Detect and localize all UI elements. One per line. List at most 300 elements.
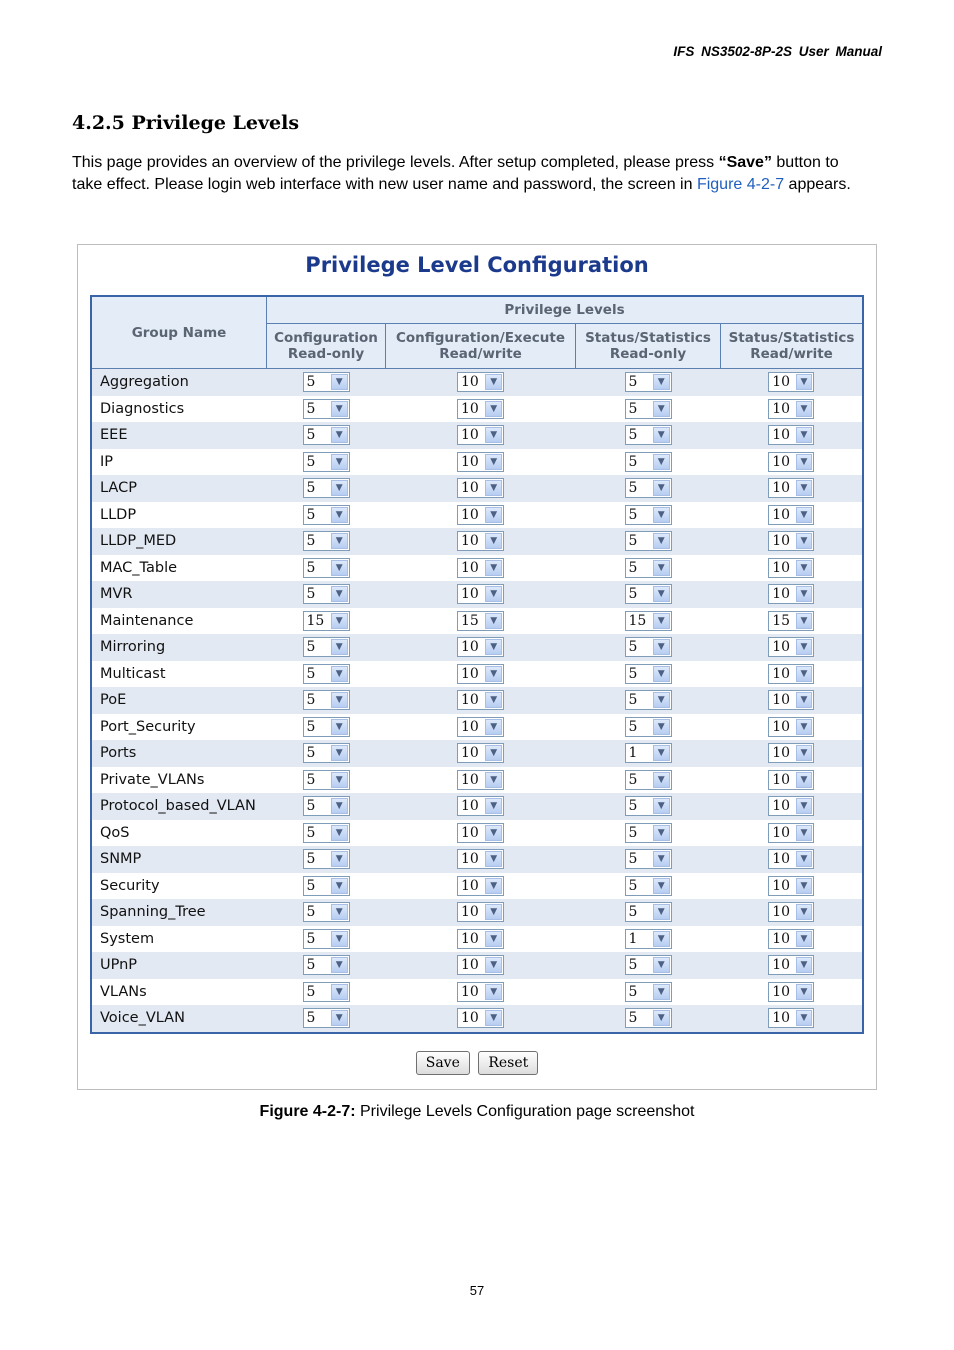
chevron-down-icon[interactable]: ▼ (485, 613, 502, 629)
privilege-level-value: 5 (306, 824, 316, 841)
level-cell (721, 714, 864, 741)
privilege-level-select[interactable] (768, 876, 814, 896)
privilege-level-select[interactable] (625, 505, 672, 525)
config-title: Privilege Level Configuration (305, 253, 649, 277)
chevron-down-icon[interactable]: ▼ (331, 666, 348, 682)
privilege-level-select[interactable] (457, 902, 504, 922)
screenshot-frame (77, 244, 877, 1090)
privilege-level-select[interactable] (303, 664, 350, 684)
level-cell (576, 687, 721, 714)
chevron-down-icon[interactable]: ▼ (796, 401, 813, 417)
privilege-level-value: 5 (306, 745, 316, 762)
privilege-level-select[interactable] (457, 955, 504, 975)
chevron-down-icon[interactable]: ▼ (331, 560, 348, 576)
chevron-down-icon[interactable]: ▼ (796, 1010, 813, 1026)
privilege-level-select[interactable] (457, 823, 504, 843)
chevron-down-icon[interactable]: ▼ (331, 427, 348, 443)
chevron-down-icon[interactable]: ▼ (796, 666, 813, 682)
level-cell (721, 581, 864, 608)
group-name-cell: Maintenance (91, 608, 267, 635)
chevron-down-icon[interactable]: ▼ (653, 480, 670, 496)
privilege-level-select[interactable] (303, 1008, 350, 1028)
group-name-cell: QoS (91, 820, 267, 847)
figure-caption-label: Figure 4-2-7: (259, 1103, 356, 1120)
privilege-level-select[interactable] (768, 690, 814, 710)
privilege-level-select[interactable] (457, 637, 504, 657)
level-cell (576, 369, 721, 396)
privilege-level-value: 15 (628, 612, 647, 629)
chevron-down-icon[interactable]: ▼ (796, 692, 813, 708)
privilege-level-value: 5 (628, 1010, 638, 1027)
chevron-down-icon[interactable]: ▼ (796, 507, 813, 523)
privilege-level-select[interactable] (625, 876, 672, 896)
level-cell (386, 687, 576, 714)
privilege-level-value: 10 (772, 824, 791, 841)
chevron-down-icon[interactable]: ▼ (331, 825, 348, 841)
privilege-level-select[interactable] (303, 823, 350, 843)
privilege-level-select[interactable] (625, 690, 672, 710)
privilege-level-value: 5 (306, 771, 316, 788)
chevron-down-icon[interactable]: ▼ (485, 984, 502, 1000)
chevron-down-icon[interactable]: ▼ (331, 586, 348, 602)
privilege-level-select[interactable] (303, 770, 350, 790)
privilege-level-select[interactable] (625, 929, 672, 949)
chevron-down-icon[interactable]: ▼ (653, 427, 670, 443)
privilege-level-select[interactable] (303, 796, 350, 816)
chevron-down-icon[interactable]: ▼ (485, 639, 502, 655)
chevron-down-icon[interactable]: ▼ (796, 454, 813, 470)
privilege-level-select[interactable] (457, 770, 504, 790)
chevron-down-icon[interactable]: ▼ (796, 878, 813, 894)
privilege-level-value: 5 (306, 851, 316, 868)
level-cell (576, 926, 721, 953)
privilege-level-value: 5 (628, 824, 638, 841)
privilege-level-select[interactable] (457, 929, 504, 949)
privilege-level-select[interactable] (625, 823, 672, 843)
privilege-level-select[interactable] (457, 531, 504, 551)
privilege-level-value: 5 (628, 798, 638, 815)
chevron-down-icon[interactable]: ▼ (653, 560, 670, 576)
chevron-down-icon[interactable]: ▼ (796, 480, 813, 496)
privilege-level-select[interactable] (303, 849, 350, 869)
chevron-down-icon[interactable]: ▼ (653, 586, 670, 602)
privilege-level-select[interactable] (625, 399, 672, 419)
privilege-level-select[interactable] (768, 611, 814, 631)
chevron-down-icon[interactable]: ▼ (653, 957, 670, 973)
chevron-down-icon[interactable]: ▼ (485, 692, 502, 708)
privilege-level-select[interactable] (457, 452, 504, 472)
chevron-down-icon[interactable]: ▼ (331, 401, 348, 417)
chevron-down-icon[interactable]: ▼ (653, 454, 670, 470)
privilege-level-select[interactable] (457, 690, 504, 710)
chevron-down-icon[interactable]: ▼ (485, 1010, 502, 1026)
privilege-level-select[interactable] (303, 531, 350, 551)
chevron-down-icon[interactable]: ▼ (653, 719, 670, 735)
level-cell (386, 528, 576, 555)
privilege-level-select[interactable] (303, 743, 350, 763)
privilege-level-select[interactable] (768, 955, 814, 975)
privilege-level-select[interactable] (303, 584, 350, 604)
privilege-level-select[interactable] (303, 452, 350, 472)
privilege-level-select[interactable] (457, 876, 504, 896)
chevron-down-icon[interactable]: ▼ (653, 533, 670, 549)
privilege-level-select[interactable] (457, 372, 504, 392)
chevron-down-icon[interactable]: ▼ (331, 692, 348, 708)
privilege-level-select[interactable] (303, 929, 350, 949)
privilege-level-value: 5 (628, 453, 638, 470)
chevron-down-icon[interactable]: ▼ (653, 613, 670, 629)
privilege-level-select[interactable] (625, 478, 672, 498)
privilege-level-value: 10 (772, 692, 791, 709)
group-name-cell: PoE (91, 687, 267, 714)
privilege-level-select[interactable] (625, 664, 672, 684)
chevron-down-icon[interactable]: ▼ (331, 507, 348, 523)
privilege-level-select[interactable] (303, 425, 350, 445)
chevron-down-icon[interactable]: ▼ (485, 374, 502, 390)
chevron-down-icon[interactable]: ▼ (485, 825, 502, 841)
privilege-level-value: 10 (461, 983, 479, 1000)
chevron-down-icon[interactable]: ▼ (653, 374, 670, 390)
chevron-down-icon[interactable]: ▼ (331, 851, 348, 867)
chevron-down-icon[interactable]: ▼ (331, 613, 348, 629)
chevron-down-icon[interactable]: ▼ (331, 878, 348, 894)
privilege-level-select[interactable] (625, 902, 672, 922)
chevron-down-icon[interactable]: ▼ (653, 851, 670, 867)
privilege-level-value: 5 (306, 957, 316, 974)
level-cell (576, 1005, 721, 1033)
privilege-level-select[interactable] (303, 372, 350, 392)
chevron-down-icon[interactable]: ▼ (331, 374, 348, 390)
level-cell (267, 714, 386, 741)
privilege-level-select[interactable] (457, 399, 504, 419)
chevron-down-icon[interactable]: ▼ (653, 1010, 670, 1026)
level-cell (267, 608, 386, 635)
figure-link[interactable]: Figure 4-2-7 (696, 176, 785, 193)
privilege-level-select[interactable] (768, 796, 814, 816)
privilege-level-select[interactable] (768, 849, 814, 869)
privilege-level-select[interactable] (768, 558, 814, 578)
chevron-down-icon[interactable]: ▼ (796, 533, 813, 549)
chevron-down-icon[interactable]: ▼ (331, 957, 348, 973)
privilege-level-select[interactable] (625, 982, 672, 1002)
group-name-cell: SNMP (91, 846, 267, 873)
privilege-level-select[interactable] (768, 902, 814, 922)
privilege-level-select[interactable] (303, 902, 350, 922)
privilege-level-value: 10 (461, 771, 479, 788)
privilege-level-select[interactable] (303, 558, 350, 578)
chevron-down-icon[interactable]: ▼ (485, 454, 502, 470)
level-cell (576, 449, 721, 476)
privilege-level-select[interactable] (768, 531, 814, 551)
group-name-cell: Port_Security (91, 714, 267, 741)
privilege-level-select[interactable] (625, 955, 672, 975)
level-cell (267, 899, 386, 926)
chevron-down-icon[interactable]: ▼ (796, 560, 813, 576)
level-cell (721, 767, 864, 794)
chevron-down-icon[interactable]: ▼ (331, 719, 348, 735)
privilege-level-select[interactable] (768, 478, 814, 498)
chevron-down-icon[interactable]: ▼ (331, 1010, 348, 1026)
chevron-down-icon[interactable]: ▼ (331, 904, 348, 920)
level-cell (386, 820, 576, 847)
level-cell (267, 449, 386, 476)
privilege-level-select[interactable] (303, 955, 350, 975)
chevron-down-icon[interactable]: ▼ (485, 772, 502, 788)
privilege-level-select[interactable] (768, 425, 814, 445)
chevron-down-icon[interactable]: ▼ (796, 745, 813, 761)
privilege-level-select[interactable] (768, 584, 814, 604)
privilege-level-select[interactable] (457, 425, 504, 445)
level-cell (721, 502, 864, 529)
chevron-down-icon[interactable]: ▼ (485, 904, 502, 920)
privilege-level-select[interactable] (625, 849, 672, 869)
intro-paragraph (72, 152, 872, 196)
chevron-down-icon[interactable]: ▼ (653, 878, 670, 894)
chevron-down-icon[interactable]: ▼ (485, 427, 502, 443)
privilege-level-select[interactable] (303, 478, 350, 498)
privilege-level-select[interactable] (625, 584, 672, 604)
privilege-level-select[interactable] (303, 637, 350, 657)
chevron-down-icon[interactable]: ▼ (796, 613, 813, 629)
privilege-level-value: 10 (461, 427, 479, 444)
chevron-down-icon[interactable]: ▼ (796, 957, 813, 973)
privilege-level-value: 10 (772, 665, 791, 682)
chevron-down-icon[interactable]: ▼ (485, 586, 502, 602)
save-button[interactable]: Save (416, 1051, 470, 1075)
table-row (91, 555, 863, 582)
chevron-down-icon[interactable]: ▼ (331, 984, 348, 1000)
privilege-level-value: 10 (461, 930, 479, 947)
privilege-level-select[interactable] (625, 770, 672, 790)
privilege-level-value: 15 (306, 612, 325, 629)
chevron-down-icon[interactable]: ▼ (796, 772, 813, 788)
chevron-down-icon[interactable]: ▼ (485, 745, 502, 761)
privilege-level-select[interactable] (303, 399, 350, 419)
privilege-level-select[interactable] (768, 929, 814, 949)
privilege-level-select[interactable] (625, 717, 672, 737)
privilege-level-value: 10 (461, 1010, 479, 1027)
privilege-level-select[interactable] (768, 982, 814, 1002)
col-status-rw-header: Status/Statistics Read/write (721, 324, 864, 369)
group-name-cell: Spanning_Tree (91, 899, 267, 926)
privilege-level-value: 10 (772, 639, 791, 656)
privilege-level-select[interactable] (303, 690, 350, 710)
chevron-down-icon[interactable]: ▼ (796, 374, 813, 390)
chevron-down-icon[interactable]: ▼ (331, 533, 348, 549)
privilege-level-select[interactable] (768, 372, 814, 392)
privilege-level-value: 5 (628, 559, 638, 576)
intro-text-2: button to take effect. Please login web interface with new user name and password, the screen in (72, 154, 839, 193)
chevron-down-icon[interactable]: ▼ (796, 719, 813, 735)
chevron-down-icon[interactable]: ▼ (331, 454, 348, 470)
privilege-level-select[interactable] (768, 452, 814, 472)
privilege-level-select[interactable] (768, 505, 814, 525)
privilege-level-select[interactable] (768, 717, 814, 737)
chevron-down-icon[interactable]: ▼ (653, 507, 670, 523)
chevron-down-icon[interactable]: ▼ (485, 931, 502, 947)
level-cell (267, 422, 386, 449)
chevron-down-icon[interactable]: ▼ (796, 639, 813, 655)
chevron-down-icon[interactable]: ▼ (485, 957, 502, 973)
chevron-down-icon[interactable]: ▼ (485, 798, 502, 814)
section-title: 4.2.5 Privilege Levels (72, 112, 300, 134)
chevron-down-icon[interactable]: ▼ (331, 931, 348, 947)
chevron-down-icon[interactable]: ▼ (796, 586, 813, 602)
level-cell (576, 661, 721, 688)
chevron-down-icon[interactable]: ▼ (653, 401, 670, 417)
chevron-down-icon[interactable]: ▼ (485, 851, 502, 867)
privilege-level-select[interactable] (625, 558, 672, 578)
table-row (91, 634, 863, 661)
privilege-level-select[interactable] (768, 770, 814, 790)
privilege-level-value: 10 (461, 586, 479, 603)
privilege-level-value: 10 (772, 374, 791, 391)
privilege-level-select[interactable] (457, 558, 504, 578)
chevron-down-icon[interactable]: ▼ (796, 851, 813, 867)
chevron-down-icon[interactable]: ▼ (653, 745, 670, 761)
chevron-down-icon[interactable]: ▼ (331, 639, 348, 655)
privilege-level-select[interactable] (768, 399, 814, 419)
level-cell (721, 528, 864, 555)
privilege-level-select[interactable] (625, 796, 672, 816)
chevron-down-icon[interactable]: ▼ (796, 798, 813, 814)
level-cell (576, 899, 721, 926)
privilege-level-value: 10 (461, 718, 479, 735)
group-name-cell: IP (91, 449, 267, 476)
privilege-level-select[interactable] (625, 743, 672, 763)
privilege-level-value: 10 (461, 824, 479, 841)
level-cell (386, 767, 576, 794)
privilege-level-select[interactable] (457, 717, 504, 737)
privilege-level-select[interactable] (303, 505, 350, 525)
chevron-down-icon[interactable]: ▼ (653, 931, 670, 947)
privilege-level-select[interactable] (457, 611, 504, 631)
chevron-down-icon[interactable]: ▼ (653, 666, 670, 682)
intro-text-3: appears. (784, 176, 851, 193)
chevron-down-icon[interactable]: ▼ (796, 825, 813, 841)
level-cell (386, 369, 576, 396)
level-cell (721, 634, 864, 661)
level-cell (267, 1005, 386, 1033)
level-cell (267, 767, 386, 794)
privilege-level-value: 5 (628, 877, 638, 894)
level-cell (721, 952, 864, 979)
privilege-level-select[interactable] (768, 1008, 814, 1028)
privilege-level-select[interactable] (625, 1008, 672, 1028)
table-row (91, 502, 863, 529)
level-cell (267, 793, 386, 820)
chevron-down-icon[interactable]: ▼ (653, 904, 670, 920)
privilege-level-select[interactable] (457, 743, 504, 763)
chevron-down-icon[interactable]: ▼ (653, 825, 670, 841)
privilege-level-value: 5 (628, 904, 638, 921)
privilege-level-select[interactable] (303, 876, 350, 896)
chevron-down-icon[interactable]: ▼ (485, 507, 502, 523)
privilege-level-value: 15 (772, 612, 791, 629)
chevron-down-icon[interactable]: ▼ (331, 798, 348, 814)
level-cell (721, 899, 864, 926)
privilege-level-select[interactable] (457, 505, 504, 525)
chevron-down-icon[interactable]: ▼ (796, 427, 813, 443)
level-cell (721, 793, 864, 820)
reset-button[interactable]: Reset (478, 1051, 538, 1075)
privilege-level-select[interactable] (457, 849, 504, 869)
privilege-level-select[interactable] (457, 1008, 504, 1028)
privilege-level-select[interactable] (768, 637, 814, 657)
privilege-level-select[interactable] (625, 531, 672, 551)
chevron-down-icon[interactable]: ▼ (485, 560, 502, 576)
chevron-down-icon[interactable]: ▼ (485, 666, 502, 682)
chevron-down-icon[interactable]: ▼ (653, 692, 670, 708)
chevron-down-icon[interactable]: ▼ (796, 984, 813, 1000)
group-name-cell: Diagnostics (91, 396, 267, 423)
privilege-level-select[interactable] (768, 743, 814, 763)
privilege-table (90, 295, 864, 1034)
chevron-down-icon[interactable]: ▼ (796, 904, 813, 920)
chevron-down-icon[interactable]: ▼ (653, 639, 670, 655)
privilege-level-select[interactable] (457, 796, 504, 816)
level-cell (386, 846, 576, 873)
privilege-level-select[interactable] (625, 637, 672, 657)
level-cell (267, 369, 386, 396)
chevron-down-icon[interactable]: ▼ (331, 745, 348, 761)
chevron-down-icon[interactable]: ▼ (485, 719, 502, 735)
level-cell (576, 873, 721, 900)
chevron-down-icon[interactable]: ▼ (485, 533, 502, 549)
level-cell (721, 926, 864, 953)
privilege-level-select[interactable] (768, 664, 814, 684)
privilege-level-select[interactable] (457, 584, 504, 604)
privilege-level-value: 10 (772, 453, 791, 470)
chevron-down-icon[interactable]: ▼ (653, 772, 670, 788)
level-cell (386, 979, 576, 1006)
level-cell (267, 528, 386, 555)
privilege-level-select[interactable] (303, 717, 350, 737)
privilege-level-value: 10 (461, 506, 479, 523)
level-cell (267, 634, 386, 661)
privilege-level-select[interactable] (303, 611, 350, 631)
chevron-down-icon[interactable]: ▼ (653, 984, 670, 1000)
privilege-level-value: 10 (772, 798, 791, 815)
chevron-down-icon[interactable]: ▼ (485, 480, 502, 496)
intro-save-emphasis: “Save” (718, 154, 772, 171)
chevron-down-icon[interactable]: ▼ (331, 480, 348, 496)
privilege-level-value: 5 (306, 480, 316, 497)
chevron-down-icon[interactable]: ▼ (796, 931, 813, 947)
chevron-down-icon[interactable]: ▼ (485, 878, 502, 894)
privilege-level-value: 10 (461, 692, 479, 709)
privilege-level-value: 10 (461, 533, 479, 550)
chevron-down-icon[interactable]: ▼ (653, 798, 670, 814)
chevron-down-icon[interactable]: ▼ (485, 401, 502, 417)
privilege-level-select[interactable] (457, 478, 504, 498)
privilege-level-select[interactable] (625, 452, 672, 472)
col-status-ro-header: Status/Statistics Read-only (576, 324, 721, 369)
chevron-down-icon[interactable]: ▼ (331, 772, 348, 788)
privilege-level-select[interactable] (768, 823, 814, 843)
privilege-level-select[interactable] (625, 425, 672, 445)
privilege-level-select[interactable] (457, 982, 504, 1002)
level-cell (576, 475, 721, 502)
privilege-level-value: 1 (628, 745, 638, 762)
privilege-level-select[interactable] (457, 664, 504, 684)
level-cell (267, 555, 386, 582)
privilege-level-value: 10 (772, 427, 791, 444)
privilege-level-select[interactable] (625, 611, 672, 631)
table-row (91, 714, 863, 741)
privilege-level-select[interactable] (625, 372, 672, 392)
privilege-level-select[interactable] (303, 982, 350, 1002)
